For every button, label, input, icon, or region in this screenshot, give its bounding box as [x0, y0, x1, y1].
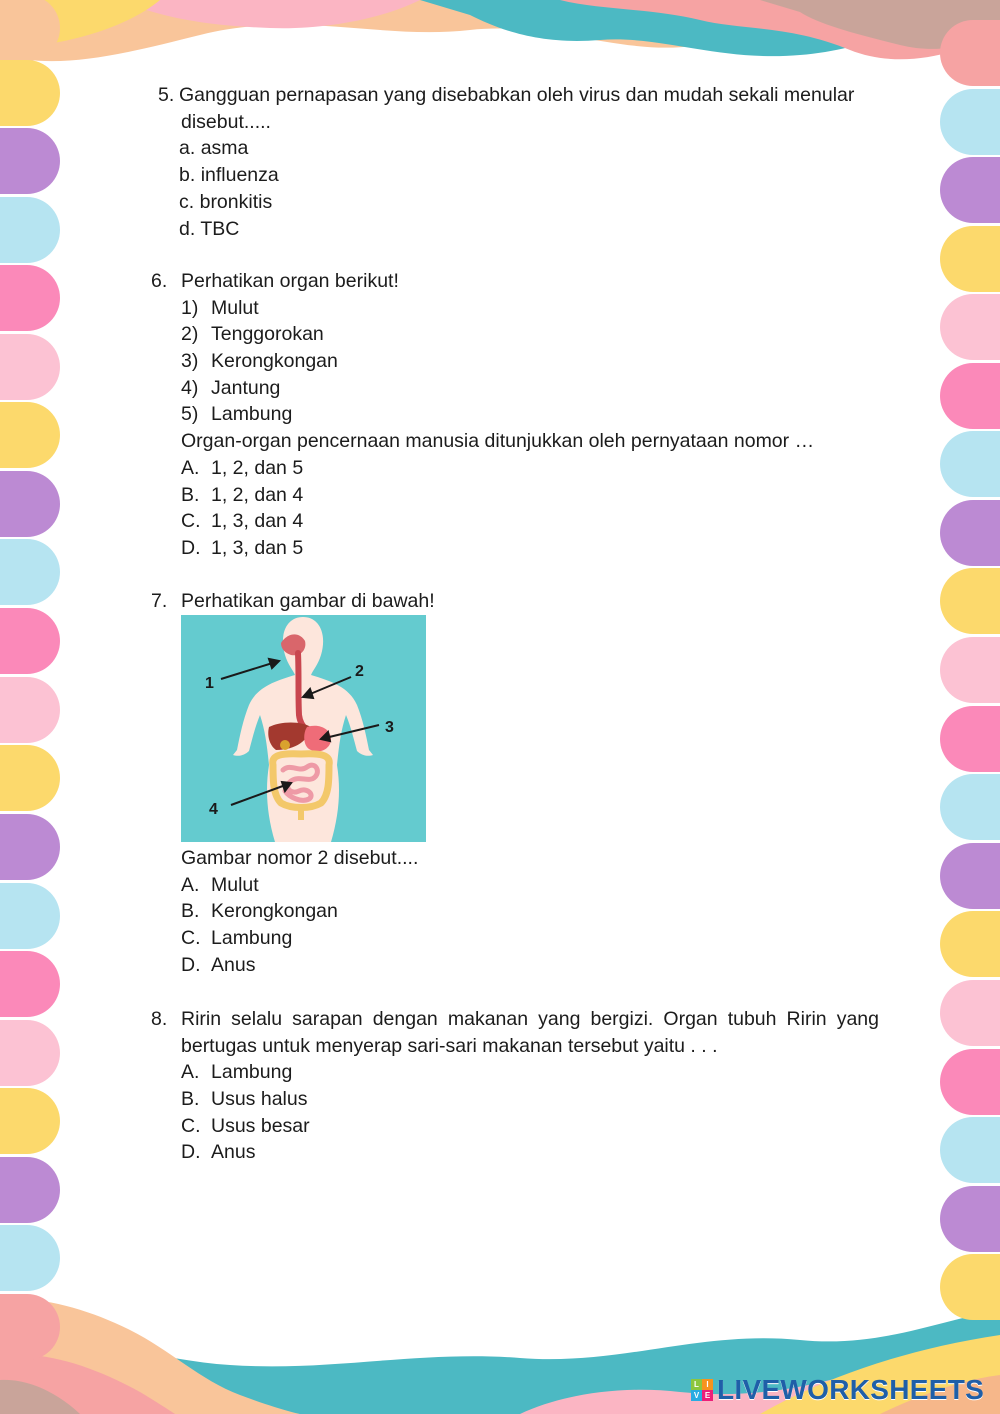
option-a[interactable]: A. Mulut: [181, 873, 259, 896]
question-6: [151, 268, 881, 562]
liveworksheets-logo: [691, 1374, 984, 1406]
question-stem: bertugas untuk menyerap sari-sari makanan tersebut yaitu . . .: [181, 1034, 718, 1057]
question-5: [158, 82, 888, 242]
option-c[interactable]: C. 1, 3, dan 4: [181, 510, 304, 533]
option-b[interactable]: B. Usus halus: [181, 1088, 308, 1111]
figure-label-4: 4: [209, 801, 218, 818]
question-stem: Ririn selalu sarapan dengan makanan yang bergizi. Organ tubuh Ririn yang: [181, 1008, 879, 1030]
question-stem: Perhatikan gambar di bawah!: [181, 590, 435, 612]
option-d[interactable]: D. 1, 3, dan 5: [181, 536, 304, 559]
liveworksheets-logo-icon: L I V E: [691, 1379, 713, 1401]
question-number: 5.: [158, 84, 175, 106]
question-prompt: Gambar nomor 2 disebut....: [181, 847, 419, 869]
question-number: 6.: [151, 270, 168, 292]
question-8: [151, 1006, 879, 1166]
option-b[interactable]: b. influenza: [179, 164, 279, 187]
list-item: 1) Mulut: [181, 296, 259, 319]
question-number: 7.: [151, 590, 168, 612]
liveworksheets-wordmark: LIVEWORKSHEETS: [717, 1374, 985, 1405]
figure-label-3: 3: [385, 719, 394, 736]
list-item: 3) Kerongkongan: [181, 350, 338, 373]
list-item: 5) Lambung: [181, 403, 293, 426]
question-prompt: Organ-organ pencernaan manusia ditunjukkan oleh pernyataan nomor …: [181, 430, 815, 453]
list-item: 2) Tenggorokan: [181, 323, 324, 346]
question-number: 8.: [151, 1008, 168, 1030]
list-item: 4) Jantung: [181, 376, 281, 399]
figure-label-2: 2: [355, 663, 364, 680]
option-a[interactable]: a. asma: [179, 137, 249, 160]
question-7-answers: [181, 845, 881, 978]
option-c[interactable]: C. Usus besar: [181, 1114, 310, 1137]
question-stem: disebut.....: [181, 110, 271, 133]
question-7: [151, 588, 881, 615]
question-stem: Perhatikan organ berikut!: [181, 270, 399, 292]
option-d[interactable]: D. Anus: [181, 1141, 256, 1164]
option-b[interactable]: B. 1, 2, dan 4: [181, 483, 304, 506]
option-a[interactable]: A. 1, 2, dan 5: [181, 456, 304, 479]
option-c[interactable]: C. Lambung: [181, 927, 293, 950]
option-c[interactable]: c. bronkitis: [179, 190, 273, 213]
option-b[interactable]: B. Kerongkongan: [181, 900, 338, 923]
figure-label-1: 1: [205, 675, 214, 692]
option-d[interactable]: d. TBC: [179, 217, 240, 240]
question-stem: Gangguan pernapasan yang disebabkan oleh virus dan mudah sekali menular: [179, 84, 855, 106]
option-d[interactable]: D. Anus: [181, 953, 256, 976]
option-a[interactable]: A. Lambung: [181, 1061, 293, 1084]
digestive-system-figure: [181, 615, 426, 842]
